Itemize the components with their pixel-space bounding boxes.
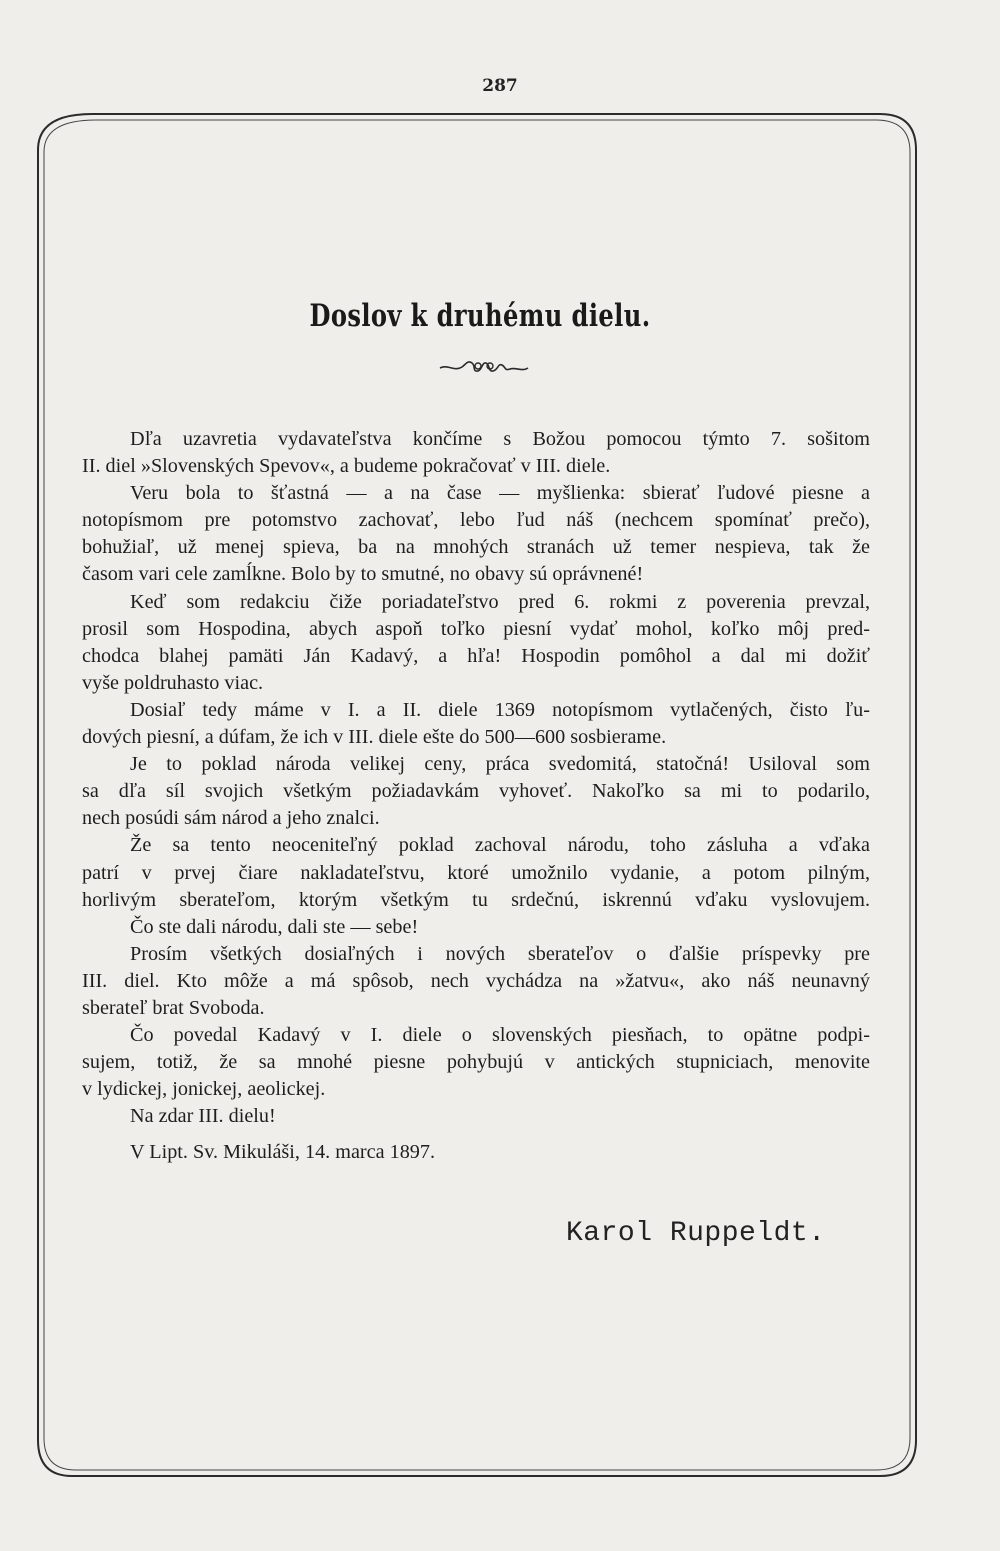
- text-line: vyše poldruhasto viac.: [82, 671, 264, 694]
- text-line: Je to poklad národa velikej ceny, práca svedomitá, statočná! Usiloval som: [130, 753, 870, 776]
- text-line: sa dľa síl svojich všetkým požiadavkám vyhoveť. Nakoľko sa mi to podarilo,: [82, 780, 870, 803]
- text-line: horlivým sberateľom, ktorým všetkým tu srdečnú, iskrennú vďaku vyslovujem.: [82, 888, 870, 911]
- text-line: bohužiaľ, už menej spieva, ba na mnohých stranách už temer nespieva, tak že: [82, 536, 870, 559]
- text-line: Čo povedal Kadavý v I. diele o slovenských piesňach, to opätne podpi-: [130, 1024, 870, 1047]
- text-line: dových piesní, a dúfam, že ich v III. diele ešte do 500—600 sosbierame.: [82, 726, 667, 749]
- text-line: sberateľ brat Svoboda.: [82, 996, 265, 1019]
- text-line: sujem, totiž, že sa mnohé piesne pohybujú v antických stupniciach, menovite: [82, 1051, 870, 1074]
- text-line: patrí v prvej čiare nakladateľstvu, ktoré umožnilo vydanie, a potom pilným,: [82, 861, 870, 884]
- text-line: nech posúdi sám národ a jeho znalci.: [82, 807, 380, 830]
- text-line: Prosím všetkých dosiaľných i nových sberateľov o ďalšie príspevky pre: [130, 942, 870, 965]
- text-line: Že sa tento neoceniteľný poklad zachoval národu, toho zásluha a vďaka: [130, 834, 870, 857]
- text-line: Keď som redakciu čiže poriadateľstvo pred 6. rokmi z poverenia prevzal,: [130, 590, 870, 613]
- text-line: notopísmom pre potomstvo zachovať, lebo ľud náš (nechcem spomínať prečo),: [82, 509, 870, 532]
- text-line: Dosiaľ tedy máme v I. a II. diele 1369 notopísmom vytlačených, čisto ľu-: [130, 698, 870, 721]
- text-line: časom vari cele zamĺkne. Bolo by to smutné, no obavy sú oprávnené!: [82, 563, 644, 586]
- author-signature: Karol Ruppeldt.: [566, 1218, 826, 1249]
- page-number: 287: [482, 76, 518, 96]
- afterword-body: [82, 426, 870, 1167]
- place-date-line: V Lipt. Sv. Mikuláši, 14. marca 1897.: [130, 1141, 436, 1164]
- text-line: III. diel. Kto môže a má spôsob, nech vychádza na »žatvu«, ako náš neunavný: [82, 969, 870, 992]
- text-line: Na zdar III. dielu!: [130, 1105, 276, 1128]
- page-title: Doslov k druhému dielu.: [309, 298, 651, 334]
- text-line: chodca blahej pamäti Ján Kadavý, a hľa! Hospodin pomôhol a dal mi dožiť: [82, 644, 870, 667]
- text-line: Čo ste dali národu, dali ste — sebe!: [130, 915, 419, 938]
- text-line: prosil som Hospodina, abych aspoň toľko piesní vydať mohol, koľko môj pred-: [82, 617, 870, 640]
- text-line: Veru bola to šťastná — a na čase — myšlienka: sbierať ľudové piesne a: [130, 482, 870, 505]
- text-line: Dľa uzavretia vydavateľstva končíme s Božou pomocou týmto 7. sošitom: [130, 428, 870, 450]
- flourish-ornament-icon: [438, 354, 530, 380]
- text-line: II. diel »Slovenských Spevov«, a budeme pokračovať v III. diele.: [82, 455, 611, 478]
- text-line: v lydickej, jonickej, aeolickej.: [82, 1078, 326, 1101]
